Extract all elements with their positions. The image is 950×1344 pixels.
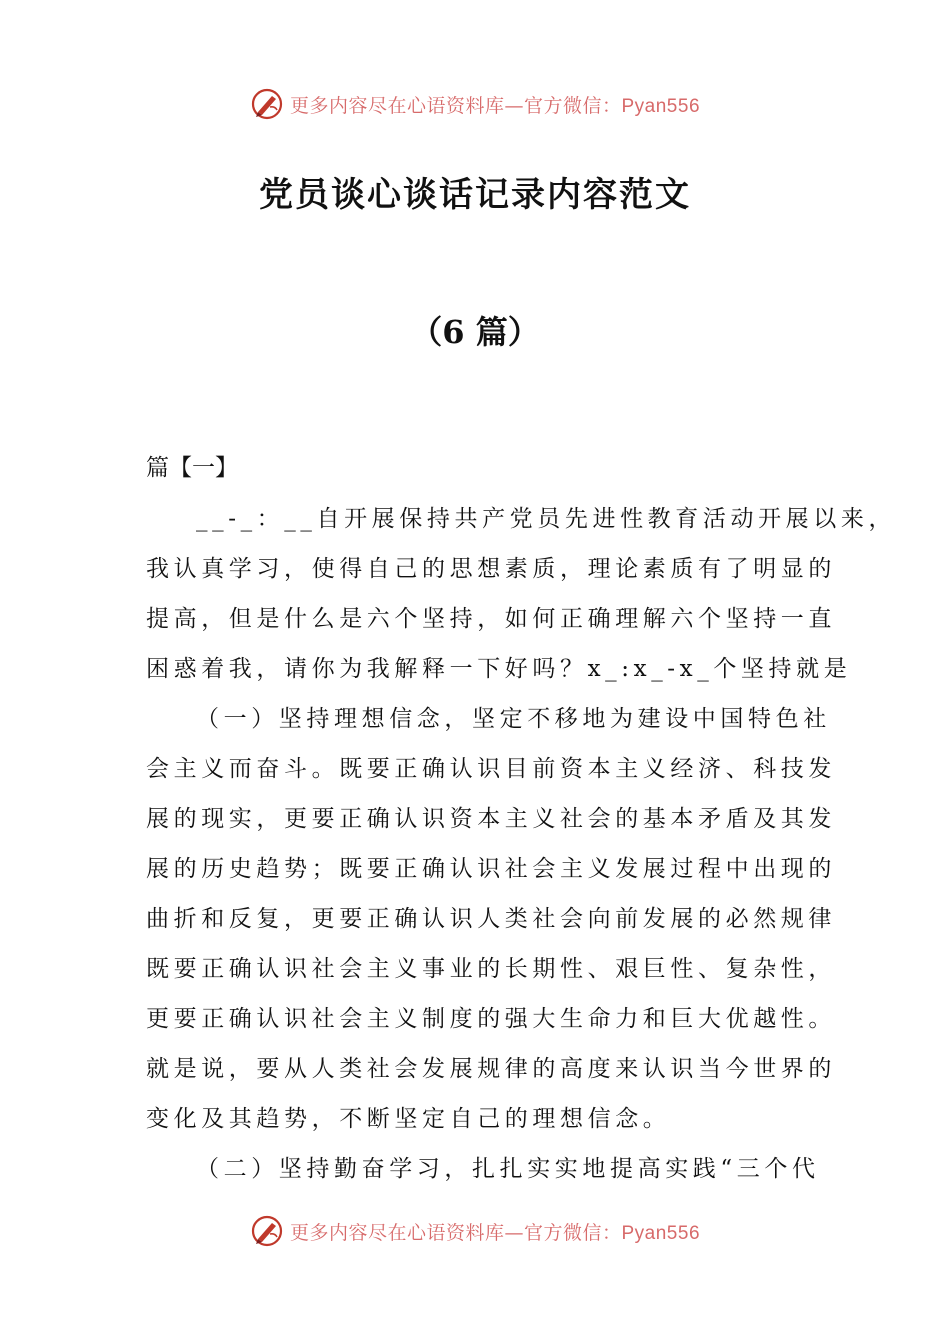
section-label: 篇【一】 bbox=[146, 455, 238, 481]
banner-text bbox=[290, 1218, 700, 1245]
document-subtitle: （6 篇） bbox=[410, 313, 540, 351]
banner-text bbox=[290, 91, 700, 118]
footer-banner bbox=[0, 1211, 950, 1251]
body-text bbox=[146, 494, 897, 1194]
body-line: 展的现实，更要正确认识资本主义社会的基本矛盾及其发 bbox=[146, 806, 836, 832]
body-line: 展的历史趋势；既要正确认识社会主义发展过程中出现的 bbox=[146, 856, 836, 882]
body-line: __-_：__自开展保持共产党员先进性教育活动开展以来， bbox=[196, 506, 897, 532]
header-banner bbox=[0, 84, 950, 124]
wechat-account: Pyan556 bbox=[621, 95, 701, 117]
banner-label: 更多内容尽在心语资料库—官方微信： bbox=[289, 94, 622, 117]
body-line: 会主义而奋斗。既要正确认识目前资本主义经济、科技发 bbox=[146, 756, 836, 782]
banner-label: 更多内容尽在心语资料库—官方微信： bbox=[289, 1221, 622, 1244]
pen-logo-icon bbox=[250, 87, 284, 121]
body-line: 我认真学习，使得自己的思想素质，理论素质有了明显的 bbox=[146, 556, 836, 582]
body-line: 就是说，要从人类社会发展规律的高度来认识当今世界的 bbox=[146, 1056, 836, 1082]
body-line: 困惑着我，请你为我解释一下好吗？x_:x_-x_个坚持就是 bbox=[146, 656, 852, 682]
body-line: 既要正确认识社会主义事业的长期性、艰巨性、复杂性， bbox=[146, 956, 836, 982]
pen-logo-icon bbox=[250, 1214, 284, 1248]
wechat-account: Pyan556 bbox=[621, 1222, 701, 1244]
body-line: （一）坚持理想信念，坚定不移地为建设中国特色社 bbox=[196, 706, 831, 732]
body-line: （二）坚持勤奋学习，扎扎实实地提高实践“三个代 bbox=[196, 1156, 820, 1182]
body-line: 变化及其趋势，不断坚定自己的理想信念。 bbox=[146, 1106, 671, 1132]
body-line: 更要正确认识社会主义制度的强大生命力和巨大优越性。 bbox=[146, 1006, 836, 1032]
body-line: 提高，但是什么是六个坚持，如何正确理解六个坚持一直 bbox=[146, 606, 836, 632]
document-title: 党员谈心谈话记录内容范文 bbox=[259, 175, 691, 215]
body-line: 曲折和反复，更要正确认识人类社会向前发展的必然规律 bbox=[146, 906, 836, 932]
